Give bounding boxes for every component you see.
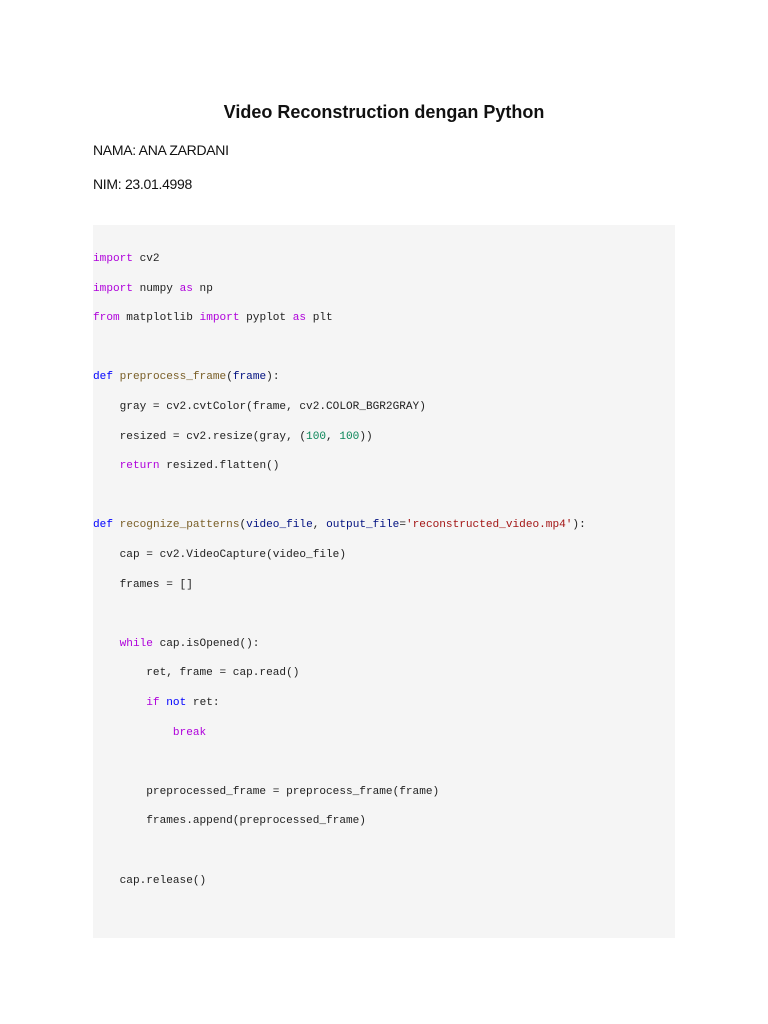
student-nim: NIM: 23.01.4998: [93, 176, 193, 192]
code-token: [93, 460, 120, 472]
code-token: break: [172, 726, 207, 739]
code-token: import: [199, 312, 240, 325]
code-token: output_file: [326, 519, 400, 532]
code-token: ret:: [186, 697, 220, 709]
code-token: np: [192, 282, 213, 295]
code-token: from: [93, 312, 120, 325]
code-token: numpy: [132, 282, 180, 295]
code-token: ret, frame = cap.read(): [93, 667, 300, 680]
code-token: as: [179, 282, 193, 295]
code-line: [93, 251, 160, 267]
code-line: [93, 429, 373, 445]
code-token: not: [166, 697, 187, 709]
code-token: plt: [306, 312, 333, 325]
code-line: [93, 577, 193, 593]
code-token: matplotlib: [119, 312, 200, 325]
code-token: pyplot: [239, 312, 293, 325]
code-token: frames.append(preprocessed_frame): [93, 815, 366, 828]
code-token: 'reconstructed_video.mp4': [405, 519, 573, 532]
code-token: def: [93, 519, 113, 532]
code-line: [93, 369, 279, 385]
code-token: ,: [326, 430, 340, 443]
code-token: video_file: [246, 519, 313, 532]
code-line: [93, 695, 220, 711]
code-token: resized.flatten(): [159, 460, 280, 473]
code-token: [93, 638, 120, 650]
code-token: [93, 727, 173, 739]
code-token: [113, 371, 120, 383]
code-line: [93, 399, 426, 415]
code-token: (: [239, 519, 247, 532]
code-token: resized = cv2.resize(gray, (: [93, 430, 307, 443]
code-line: [93, 725, 206, 741]
code-line: [93, 813, 366, 829]
code-block: [93, 225, 675, 938]
code-token: )): [359, 430, 373, 443]
code-token: (: [226, 371, 233, 384]
code-line: [93, 873, 206, 889]
code-token: cv2: [132, 253, 160, 265]
code-token: 100: [339, 430, 360, 443]
code-token: ,: [312, 519, 327, 532]
code-line: [93, 310, 333, 326]
code-token: return: [119, 460, 160, 473]
code-token: preprocess_frame: [119, 371, 227, 384]
code-token: [93, 697, 146, 709]
code-token: cap.release(): [93, 874, 207, 887]
code-token: if: [146, 697, 160, 709]
code-line: [93, 784, 439, 800]
code-token: preprocessed_frame = preprocess_frame(frame): [93, 785, 440, 798]
code-token: gray = cv2.cvtColor(frame, cv2.COLOR_BGR2GRAY): [93, 401, 426, 413]
code-token: frame: [232, 371, 267, 384]
code-token: as: [292, 312, 307, 325]
code-line: [93, 458, 279, 474]
code-token: while: [119, 637, 153, 650]
code-line: [93, 665, 299, 681]
code-token: import: [93, 253, 133, 265]
code-token: ):: [266, 371, 280, 384]
code-token: cap = cv2.VideoCapture(video_file): [93, 549, 346, 561]
code-line: [93, 281, 213, 297]
code-token: [113, 519, 120, 531]
code-token: =: [399, 519, 406, 532]
code-token: ):: [572, 519, 586, 532]
code-token: def: [93, 371, 113, 384]
code-token: cap.isOpened():: [152, 637, 260, 650]
student-name: NAMA: ANA ZARDANI: [93, 142, 229, 158]
code-token: frames = []: [93, 578, 193, 591]
code-token: import: [93, 282, 133, 295]
code-token: recognize_patterns: [119, 519, 240, 532]
code-line: [93, 636, 259, 652]
code-line: [93, 547, 346, 563]
code-token: 100: [306, 430, 327, 443]
document-title: Video Reconstruction dengan Python: [223, 102, 545, 122]
code-line: [93, 517, 586, 533]
